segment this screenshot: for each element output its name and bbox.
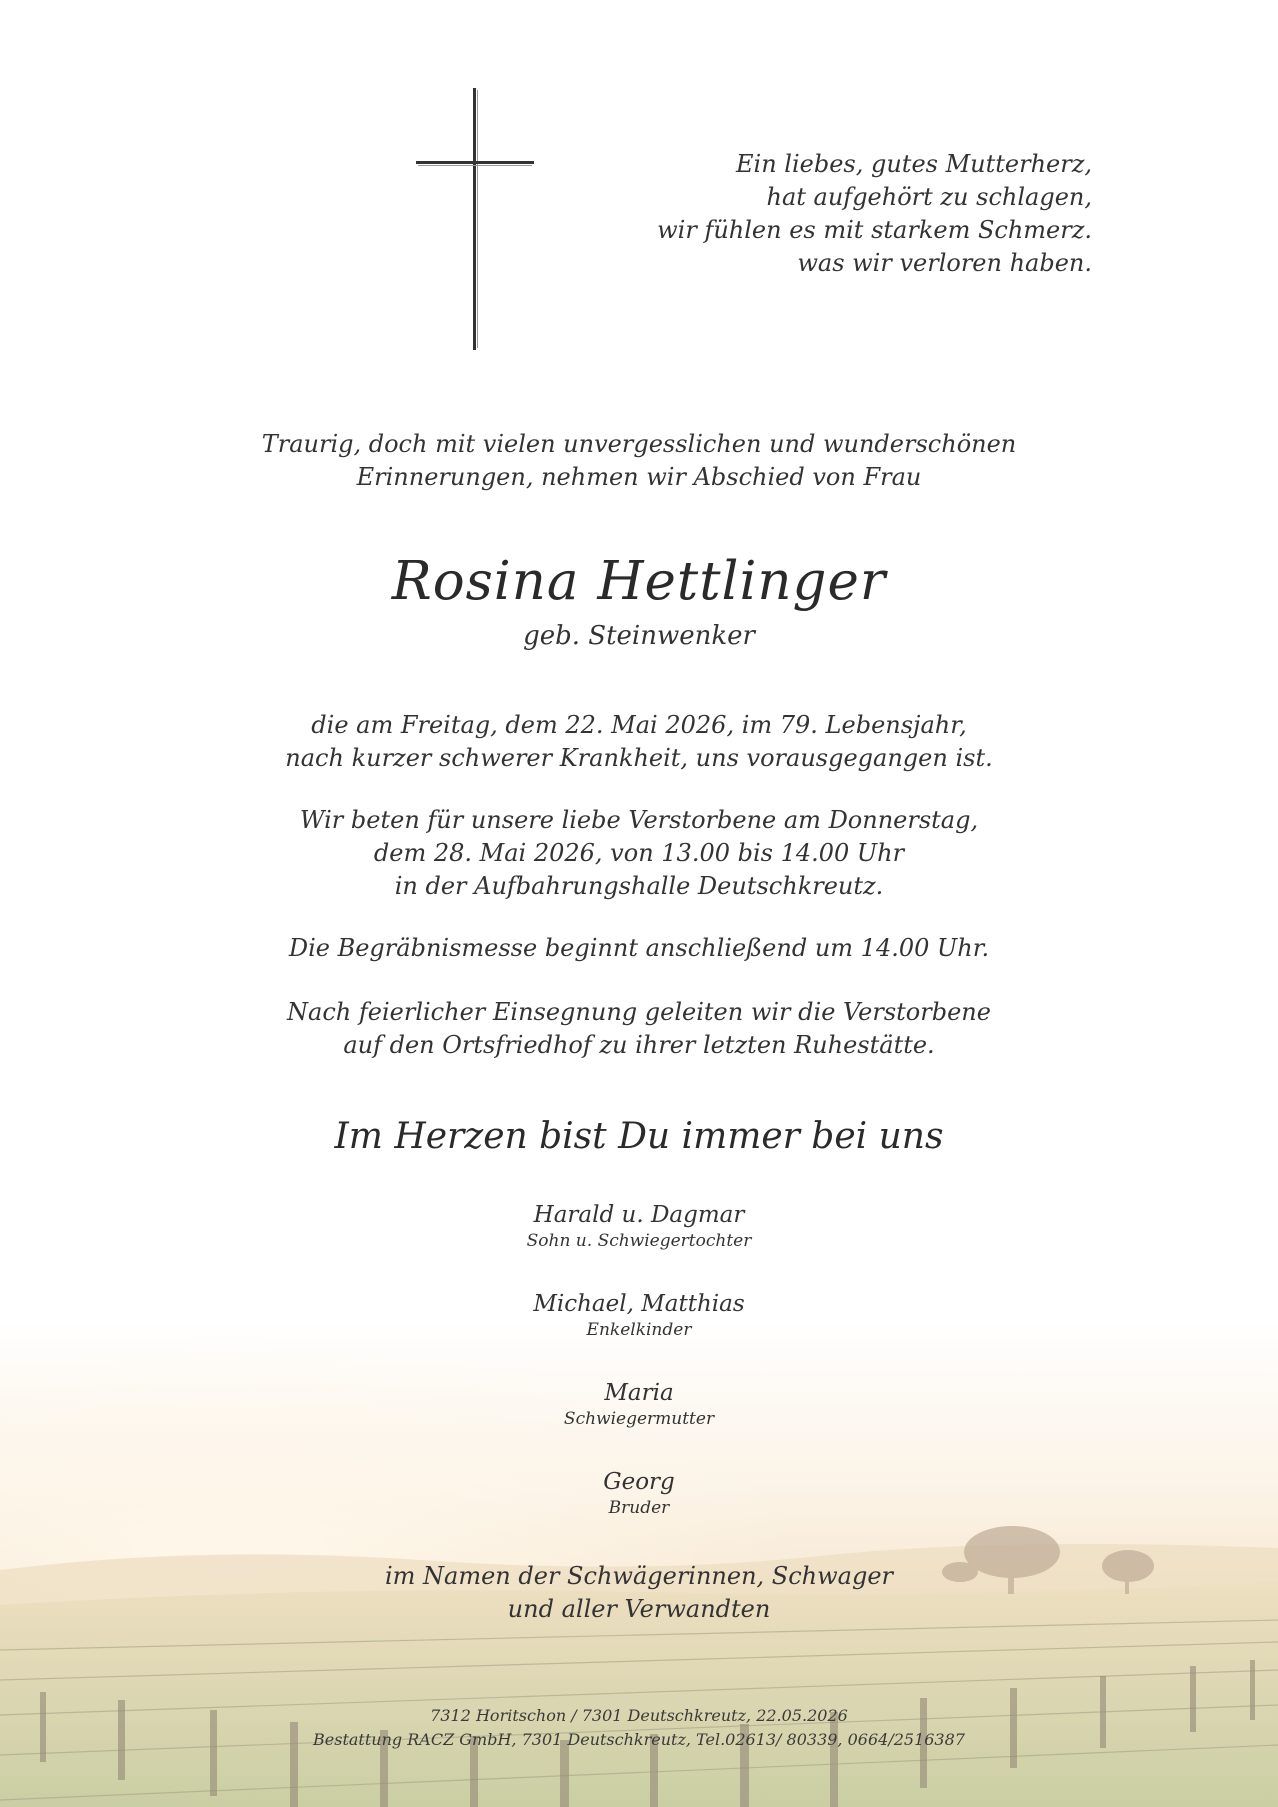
paragraph-line: in der Aufbahrungshalle Deutschkreutz. xyxy=(394,872,884,900)
mourner-name: Georg xyxy=(603,1469,675,1495)
mourner-entry xyxy=(0,1467,1278,1519)
closing-line: im Namen der Schwägerinnen, Schwager xyxy=(384,1562,894,1590)
maiden-name: geb. Steinwenker xyxy=(523,621,755,651)
mourner-name: Maria xyxy=(604,1380,674,1406)
mourner-relation: Bruder xyxy=(608,1498,670,1518)
burial-paragraph xyxy=(0,996,1278,1062)
poem-line: Ein liebes, gutes Mutterherz, xyxy=(736,150,1092,178)
prayer-paragraph xyxy=(0,804,1278,903)
poem xyxy=(657,148,1092,280)
mourner-relation: Sohn u. Schwiegertochter xyxy=(526,1231,752,1251)
mourner-relation: Schwiegermutter xyxy=(563,1409,715,1429)
mass-paragraph xyxy=(0,932,1278,965)
deceased-name: Rosina Hettlinger xyxy=(391,551,887,612)
intro-line: Erinnerungen, nehmen wir Abschied von Frau xyxy=(356,463,922,491)
mourner-entry xyxy=(0,1289,1278,1341)
paragraph-line: Wir beten für unsere liebe Verstorbene am Donnerstag, xyxy=(299,806,979,834)
footer-line: Bestattung RACZ GmbH, 7301 Deutschkreutz, Tel.02613/ 80339, 0664/2516387 xyxy=(313,1730,965,1749)
intro-line: Traurig, doch mit vielen unvergesslichen und wunderschönen xyxy=(261,430,1017,458)
mourner-entry xyxy=(0,1200,1278,1252)
paragraph-line: Die Begräbnismesse beginnt anschließend um 14.00 Uhr. xyxy=(288,934,990,962)
poem-line: was wir verloren haben. xyxy=(797,249,1092,277)
death-notice-paragraph xyxy=(0,709,1278,775)
paragraph-line: dem 28. Mai 2026, von 13.00 bis 14.00 Uhr xyxy=(373,839,905,867)
closing-line: und aller Verwandten xyxy=(507,1595,771,1623)
mourner-entry xyxy=(0,1378,1278,1430)
paragraph-line: Nach feierlicher Einsegnung geleiten wir die Verstorbene xyxy=(287,998,991,1026)
mourner-relation: Enkelkinder xyxy=(586,1320,692,1340)
footer-line: 7312 Horitschon / 7301 Deutschkreutz, 22.05.2026 xyxy=(430,1706,848,1725)
poem-line: wir fühlen es mit starkem Schmerz. xyxy=(657,216,1092,244)
closing-text xyxy=(0,1560,1278,1626)
intro-text xyxy=(0,428,1278,494)
cross-icon xyxy=(410,88,540,350)
motto: Im Herzen bist Du immer bei uns xyxy=(334,1116,944,1157)
paragraph-line: die am Freitag, dem 22. Mai 2026, im 79. Lebensjahr, xyxy=(311,711,967,739)
paragraph-line: auf den Ortsfriedhof zu ihrer letzten Ruhestätte. xyxy=(343,1031,935,1059)
footer xyxy=(0,1704,1278,1752)
poem-line: hat aufgehört zu schlagen, xyxy=(766,183,1092,211)
paragraph-line: nach kurzer schwerer Krankheit, uns vorausgegangen ist. xyxy=(285,744,993,772)
mourner-name: Michael, Matthias xyxy=(533,1291,745,1317)
mourner-name: Harald u. Dagmar xyxy=(533,1202,745,1228)
